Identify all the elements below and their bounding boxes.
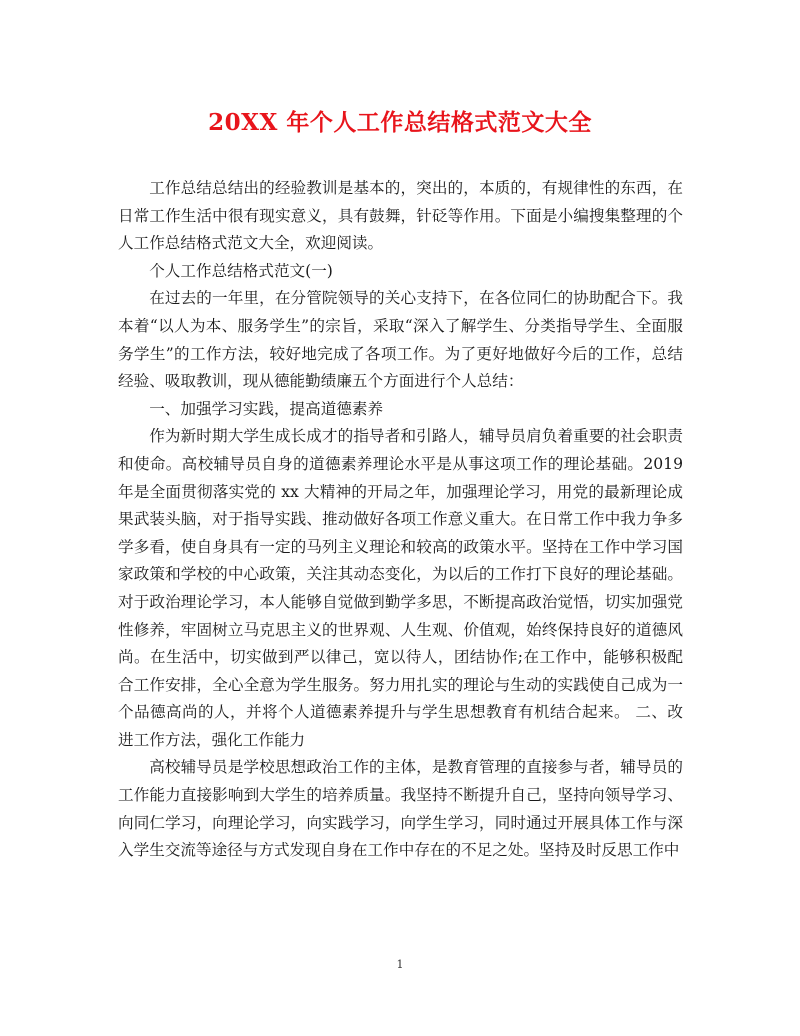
intro-paragraph: 工作总结总结出的经验教训是基本的，突出的，本质的，有规律性的东西，在日常工作生活中很有现实意义，具有鼓舞，针砭等作用。下面是小编搜集整理的个人工作总结格式范文大全，欢迎阅读。: [118, 179, 683, 253]
page-number: 1: [396, 958, 404, 971]
body-paragraph: 作为新时期大学生成长成才的指导者和引路人，辅导员肩负着重要的社会职责和使命。高校辅导员自身的道德素养理论水平是从事这项工作的理论基础。2019 年是全面贯彻落实党的 xx 大精神的开局之年，加强理论学习，用党的最新理论成果武装头脑，对于指导实践、推动做好各项工作意义重大。在日常工作中我力争多学多看，使自身具有一定的马列主义理论和较高的政策水平。坚持在工作中学习国家政策和学校的中心政策，关注其动态变化，为以后的工作打下良好的理论基础。对于政治理论学习，本人能够自觉做到勤学多思，不断提高政治觉悟，切实加强党性修养，牢固树立马克思主义的世界观、人生观、价值观，始终保持良好的道德风尚。在生活中，切实做到严以律己，宽以待人，团结协作;在工作中，能够积极配合工作安排，全心全意为学生服务。努力用扎实的理论与生动的实践使自己成为一个品德高尚的人，并将个人道德素养提升与学生思想教育有机结合起来。 二、改进工作方法，强化工作能力: [118, 427, 683, 749]
body-paragraph: 在过去的一年里，在分管院领导的关心支持下，在各位同仁的协助配合下。我本着“以人为本、服务学生”的宗旨，采取“深入了解学生、分类指导学生、全面服务学生”的工作方法，较好地完成了各项工作。为了更好地做好今后的工作，总结经验、吸取教训，现从德能勤绩廉五个方面进行个人总结：: [118, 289, 683, 391]
document-body: [118, 175, 683, 865]
body-paragraph: 高校辅导员是学校思想政治工作的主体，是教育管理的直接参与者，辅导员的工作能力直接影响到大学生的培养质量。我坚持不断提升自己，坚持向领导学习、向同仁学习，向理论学习，向实践学习，向学生学习，同时通过开展具体工作与深入学生交流等途径与方式发现自身在工作中存在的不足之处。坚持及时反思工作中: [118, 758, 683, 860]
section-heading-sample-1: 个人工作总结格式范文(一): [149, 261, 333, 280]
section-heading-1: 一、加强学习实践，提高道德素养: [149, 399, 384, 418]
document-title: 20XX 年个人工作总结格式范文大全: [208, 109, 592, 136]
